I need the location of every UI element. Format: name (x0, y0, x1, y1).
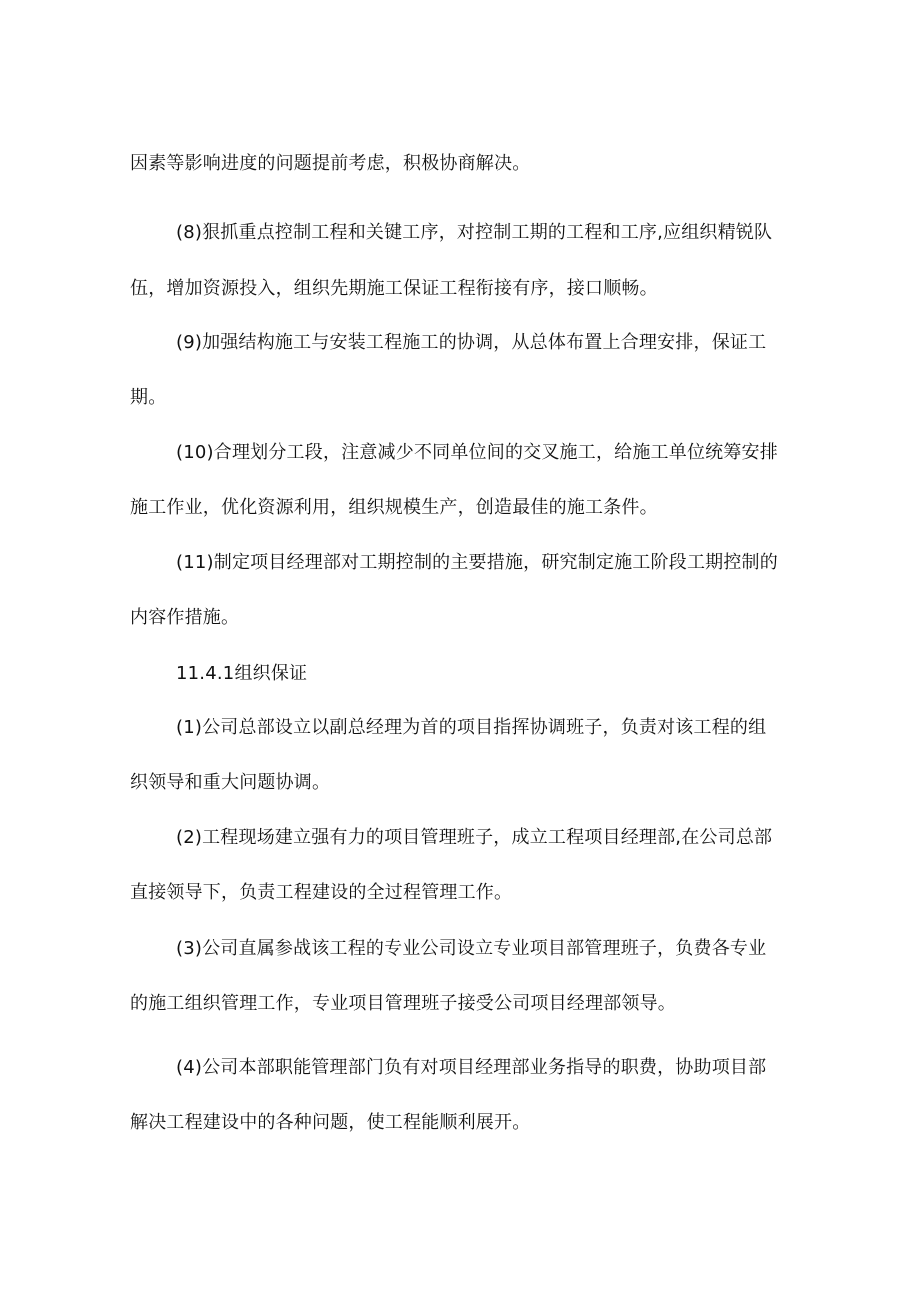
text-line-4: (9)加强结构施工与安装工程施工的协调，从总体布置上合理安排，保证工 (176, 332, 767, 353)
text-line-8: (11)制定项目经理部对工期控制的主要措施，研究制定施工阶段工期控制的 (176, 552, 778, 573)
text-line-1: 因素等影响进度的问题提前考虑，积极协商解决。 (130, 153, 531, 174)
text-line-5: 期。 (130, 387, 167, 408)
text-line-16: (4)公司本部职能管理部门负有对项目经理部业务指导的职费，协助项目部 (176, 1057, 767, 1078)
text-line-14: (3)公司直属参战该工程的专业公司设立专业项目部管理班子，负费各专业 (176, 938, 767, 959)
text-line-9: 内容作措施。 (130, 607, 240, 628)
text-line-6: (10)合理划分工段，注意减少不同单位间的交叉施工，给施工单位统筹安排 (176, 442, 778, 463)
text-line-2: (8)狠抓重点控制工程和关键工序，对控制工期的工程和工序,应组织精锐队 (176, 222, 773, 243)
text-line-15: 的施工组织管理工作，专业项目管理班子接受公司项目经理部领导。 (130, 993, 676, 1014)
text-line-12: (2)工程现场建立强有力的项目管理班子，成立工程项目经理部,在公司总部 (176, 827, 773, 848)
text-line-17: 解决工程建设中的各种问题，使工程能顺利展开。 (130, 1112, 531, 1133)
text-line-13: 直接领导下，负责工程建设的全过程管理工作。 (130, 882, 513, 903)
text-line-3: 伍，增加资源投入，组织先期施工保证工程衔接有序，接口顺畅。 (130, 278, 658, 299)
text-line-10: (1)公司总部设立以副总经理为首的项目指挥协调班子，负责对该工程的组 (176, 717, 767, 738)
text-line-7: 施工作业，优化资源利用，组织规模生产，创造最佳的施工条件。 (130, 497, 658, 518)
text-line-11: 织领导和重大问题协调。 (130, 772, 331, 793)
section-heading: 11.4.1组织保证 (176, 663, 308, 684)
